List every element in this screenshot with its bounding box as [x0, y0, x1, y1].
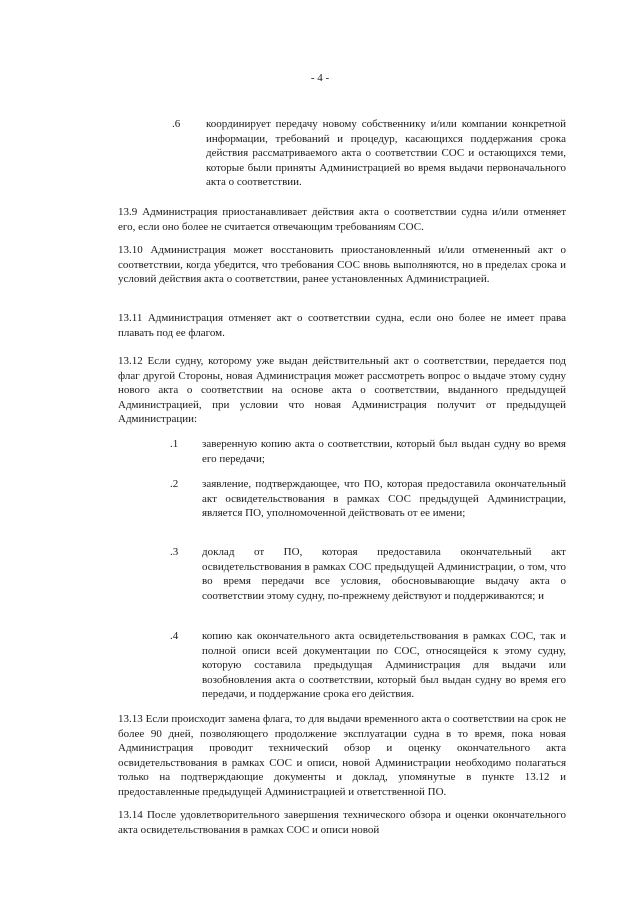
item-text: координирует передачу новому собственнику и/или компании конкретной информации, требований и процедур, касающихся поддержания срока действия рассматриваемого акта о соответствии СОС и остающихся теми, которые были приняты Администрацией во время выдачи первоначального акта о соответствии. [206, 118, 566, 188]
paragraph-13-10: 13.10 Администрация может восстановить приостановленный и/или отмененный акт о соответствии, когда убедится, что требования СОС вновь выполняются, но в пределах срока и условий действия акта о соответствии, ранее установленных Администрацией. [118, 244, 566, 285]
paragraph-13-13: 13.13 Если происходит замена флага, то для выдачи временного акта о соответствии на срок не более 90 дней, позволяющего продолжение эксплуатации судна в то время, пока новая Администрация проводит технический обзор и оценку окончательного акта освидетельствования в рамках СОС и описи, новой Администрации необходимо полагаться только на подтверждающие документы и доклад, упомянутые в пункте 13.12 и предоставленные предыдущей Администрацией и ответственной ПО. [118, 713, 566, 798]
item-number: .6 [172, 118, 181, 130]
paragraph-13-12: 13.12 Если судну, которому уже выдан действительный акт о соответствии, передается под флаг другой Стороны, новая Администрация может рассмотреть вопрос о выдаче этому судну нового акта о соответствии на основе акта о соответствии, выданного предыдущей Администрацией, при условии что новая Администрация получит от предыдущей Администрации: [118, 355, 566, 425]
sub-item-number: .1 [170, 438, 179, 450]
sub-item-text: доклад от ПО, которая предоставила окончательный акт освидетельствования в рамках СОС предыдущей Администрации, о том, что во время передачи все условия, обосновывающие выдачу акта о соответствии этому судну, по-прежнему действуют и поддерживаются; и [202, 546, 566, 602]
sub-item-text: заявление, подтверждающее, что ПО, которая предоставила окончательный акт освидетельствования в рамках СОС предыдущей Администрации, является ПО, уполномоченной действовать от ее имени; [202, 478, 566, 519]
paragraph-13-9: 13.9 Администрация приостанавливает действия акта о соответствии судна и/или отменяет его, если оно более не считается отвечающим требованиям СОС. [118, 206, 566, 233]
sub-item-number: .3 [170, 546, 179, 558]
paragraph-13-14: 13.14 После удовлетворительного завершения технического обзора и оценки окончательного акта освидетельствования в рамках СОС и описи новой [118, 809, 566, 836]
sub-item-text: копию как окончательного акта освидетельствования в рамках СОС, так и полной описи всей документации по СОС, относящейся к этому судну, которую составила предыдущая Администрация для выдачи или возобновления акта о соответствии, который был выдан судну во время его передачи, и поддержание срока его действия. [202, 630, 566, 700]
sub-item-number: .4 [170, 630, 179, 642]
sub-item-text: заверенную копию акта о соответствии, который был выдан судну во время его передачи; [202, 438, 566, 465]
sub-item-number: .2 [170, 478, 179, 490]
page-number: - 4 - [310, 72, 330, 84]
paragraph-13-11: 13.11 Администрация отменяет акт о соответствии судна, если оно более не имеет права плавать под ее флагом. [118, 312, 566, 339]
